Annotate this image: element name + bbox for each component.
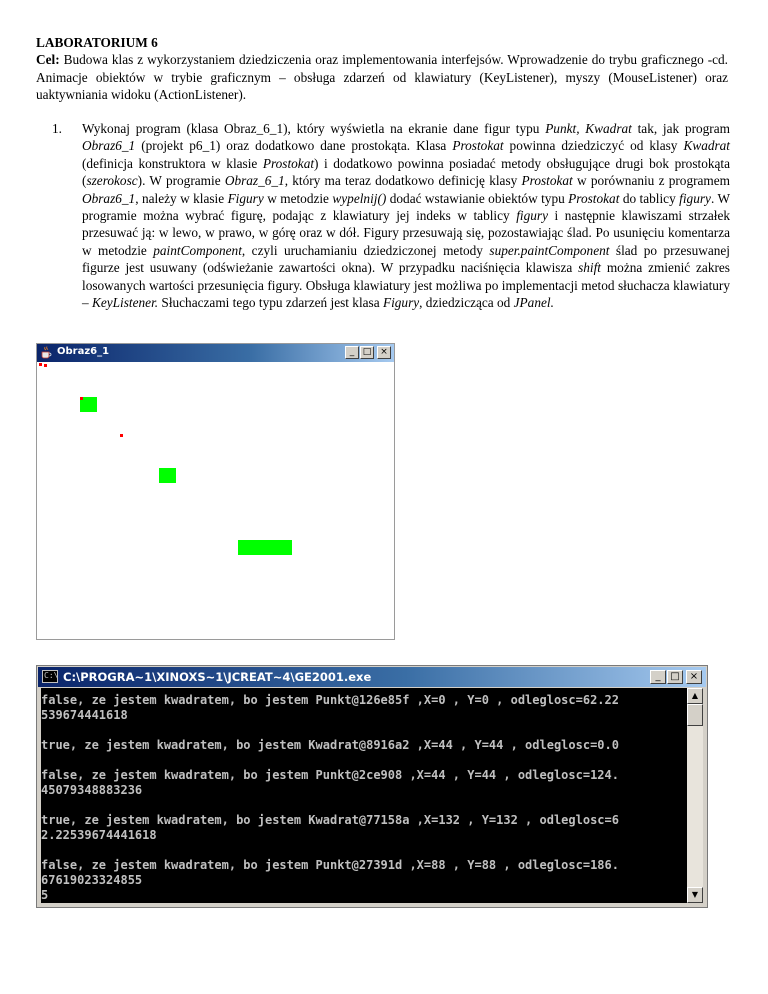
task-text: , należy w klasie — [135, 190, 228, 206]
java-window-title: Obraz6_1 — [57, 346, 110, 357]
console-line: 5 — [41, 888, 49, 902]
command-prompt-icon: C:\ — [42, 670, 58, 683]
task-text: powinna dziedziczyć od klasy — [503, 138, 684, 154]
task-text-italic: Figury — [382, 295, 420, 311]
java-window-controls — [345, 346, 391, 359]
point-figure — [44, 364, 47, 367]
console-output[interactable] — [41, 688, 687, 903]
console-line: false, ze jestem kwadratem, bo jestem Punkt@126e85f ,X=0 , Y=0 , odleglosc=62.22 — [41, 693, 619, 707]
task-text: (definicja konstruktora w klasie — [82, 155, 263, 171]
lab-title: LABORATORIUM 6 — [36, 35, 158, 50]
console-line: true, ze jestem kwadratem, bo jestem Kwadrat@77158a ,X=132 , Y=132 , odleglosc=6 — [41, 813, 619, 827]
aim-label: Cel: — [36, 52, 60, 68]
minimize-button[interactable]: _ — [650, 670, 666, 684]
task-text-italic: Obraz6_1 — [82, 190, 136, 206]
java-cup-icon — [40, 346, 52, 359]
task-text: w metodzie — [263, 190, 333, 206]
console-line: false, ze jestem kwadratem, bo jestem Punkt@27391d ,X=88 , Y=88 , odleglosc=186. — [41, 858, 619, 872]
task-1 — [36, 120, 730, 311]
task-text-italic: paintComponent — [153, 242, 242, 258]
drawing-canvas[interactable] — [38, 362, 393, 638]
scroll-thumb[interactable] — [687, 704, 703, 726]
console-line: 2.22539674441618 — [41, 828, 157, 842]
task-text-italic: super.paintComponent — [489, 242, 610, 258]
task-text: , czyli uruchamianiu dziedziczonej metody — [241, 242, 490, 258]
console-line: 45079348883236 — [41, 783, 143, 797]
task-text-italic: szerokosc — [86, 173, 138, 189]
task-text-italic: wypelnij() — [332, 190, 387, 206]
task-text-italic: Figury — [227, 190, 264, 206]
document-header — [36, 34, 728, 104]
console-window-titlebar[interactable] — [38, 667, 706, 687]
scroll-up-arrow-icon[interactable]: ▲ — [687, 688, 703, 704]
task-text: można zmienić zakres losowanych wartości przesunięcia figury. Obsługa klawiatury jest możliwa po implementacji metod słuchacza klawiatury – — [82, 260, 730, 311]
task-text-italic: KeyListener. — [91, 295, 159, 311]
task-text-italic: Punkt, Kwadrat — [545, 121, 632, 136]
point-figure — [80, 397, 83, 400]
task-text: dodać wstawianie obiektów typu — [386, 190, 569, 206]
task-text-italic: Kwadrat — [683, 138, 731, 154]
task-text: (projekt p6_1) oraz dodatkowo dane prostokąta. Klasa — [135, 138, 453, 154]
task-text: tak, jak program — [631, 121, 730, 136]
task-text-italic: figury — [516, 208, 548, 224]
task-text: ślad po przesuwanej figurze jest usuwany (odświeżanie zawartości okna). W przypadku naciśnięcia klawisza — [82, 242, 730, 276]
task-text: , który ma teraz dodatkowo definicję klasy — [284, 173, 522, 189]
aim-text: Budowa klas z wykorzystaniem dziedziczenia oraz implementowania interfejsów. Wprowadzenie do trybu graficznego -cd. Animacje obiektów w trybie graficznym – obsługa zdarzeń od klawiatury (KeyListener), myszy (MouseListener) oraz uaktywniania widoku (ActionListener). — [36, 52, 728, 103]
task-text: Wykonaj program (klasa Obraz_6_1), który wyświetla na ekranie dane figur typu — [82, 121, 546, 136]
vertical-scrollbar[interactable] — [687, 688, 703, 903]
maximize-button[interactable]: □ — [360, 346, 374, 359]
task-text-italic: Obraz6_1 — [82, 138, 136, 154]
point-figure — [39, 363, 42, 366]
console-line: 539674441618 — [41, 708, 128, 722]
console-window-controls — [650, 670, 702, 684]
console-window — [36, 665, 708, 908]
console-window-title: C:\PROGRA~1\XINOXS~1\JCREAT~4\GE2001.exe — [63, 670, 372, 684]
console-line: true, ze jestem kwadratem, bo jestem Kwadrat@8916a2 ,X=44 , Y=44 , odleglosc=0.0 — [41, 738, 619, 752]
task-number: 1. — [52, 121, 62, 136]
maximize-button[interactable]: □ — [667, 670, 683, 684]
task-text-italic: Prostokat — [452, 138, 504, 154]
task-text: . W programie można wybrać figurę, podając z klawiatury jej indeks w tablicy — [82, 190, 731, 224]
square-figure — [159, 468, 176, 483]
task-text: ) i dodatkowo powinna posiadać metody obsługujące drugi bok prostokąta ( — [82, 155, 730, 189]
task-text: do tablicy — [619, 190, 680, 206]
task-text-italic: Prostokat — [262, 155, 315, 171]
minimize-button[interactable]: _ — [345, 346, 359, 359]
task-description — [82, 120, 730, 311]
task-text: w porównaniu z programem — [572, 173, 731, 189]
java-window-titlebar[interactable] — [37, 344, 394, 362]
task-text-italic: JPanel. — [513, 295, 554, 311]
console-line: 67619023324855 — [41, 873, 143, 887]
task-text: Słuchaczami tego typu zdarzeń jest klasa — [158, 295, 383, 311]
aim-paragraph — [36, 51, 728, 103]
task-text-italic: shift — [578, 260, 601, 276]
java-window — [36, 343, 395, 640]
task-text: i następnie klawiszami strzałek przesuwać ją: w lewo, w prawo, w górę oraz w dół. Figury przesuwają się, pozostawiając ślad. Po usunięciu komentarza w metodzie — [82, 208, 731, 258]
rectangle-figure — [238, 540, 292, 555]
close-button[interactable]: × — [686, 670, 702, 684]
task-text: ). W programie — [137, 173, 225, 189]
task-text-italic: Prostokat — [521, 173, 573, 189]
task-text-italic: Obraz_6_1 — [224, 173, 285, 189]
point-figure — [120, 434, 123, 437]
console-line: false, ze jestem kwadratem, bo jestem Punkt@2ce908 ,X=44 , Y=44 , odleglosc=124. — [41, 768, 619, 782]
task-text-italic: Prostokat — [568, 190, 620, 206]
close-button[interactable]: × — [377, 346, 391, 359]
task-text-italic: figury — [679, 190, 711, 206]
task-text: , dziedzicząca od — [419, 295, 514, 311]
scroll-down-arrow-icon[interactable]: ▼ — [687, 887, 703, 903]
